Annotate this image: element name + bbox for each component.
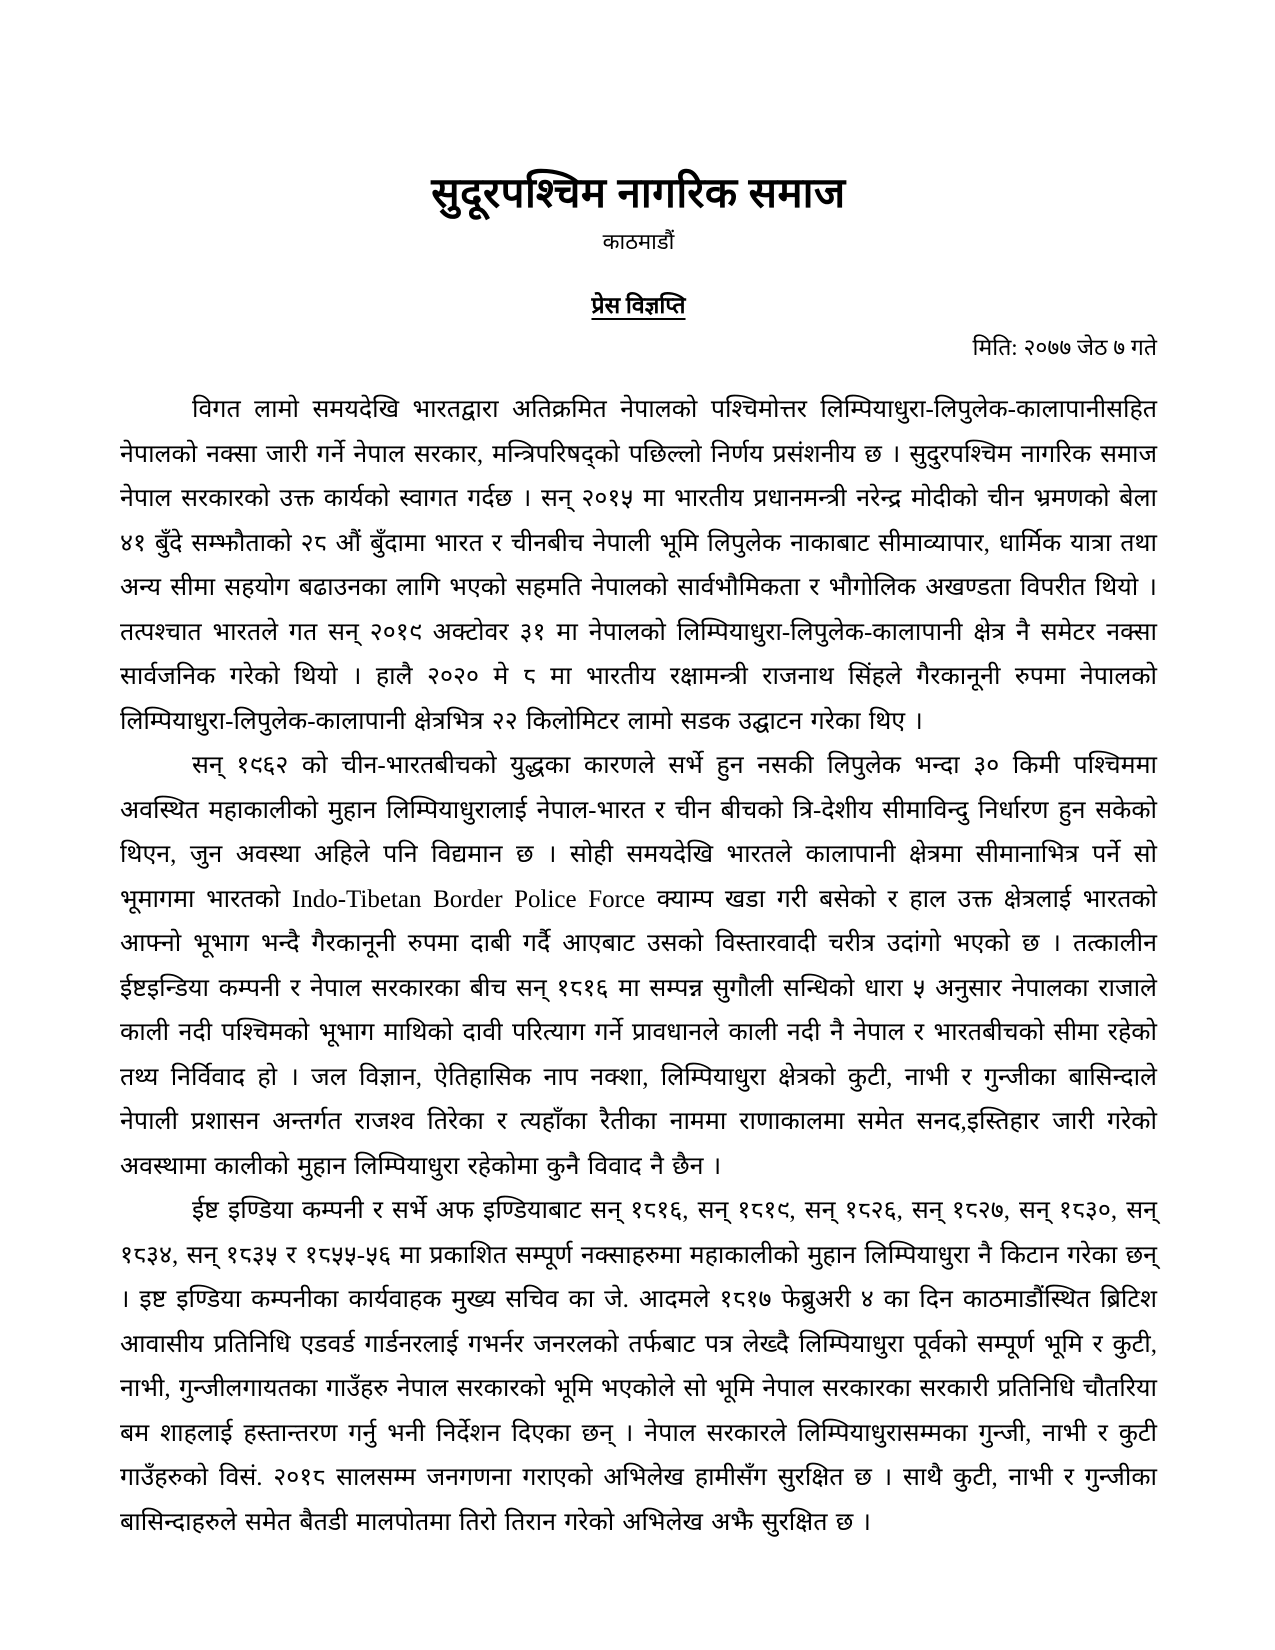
date-line: मिति: २०७७ जेठ ७ गते	[972, 335, 1157, 361]
document-subtitle: काठमाडौं	[602, 229, 675, 255]
paragraph-1: विगत लामो समयदेखि भारतद्वारा अतिक्रमित नेपालको पश्चिमोत्तर लिम्पियाधुरा-लिपुलेक-कालापानीसहित नेपालको नक्सा जारी गर्ने नेपाल सरकार, मन्त्रिपरिषद्को पछिल्लो निर्णय प्रसंशनीय छ । सुदुरपश्चिम नागरिक समाज नेपाल सरकारको उक्त कार्यको स्वागत गर्दछ । सन् २०१५ मा भारतीय प्रधानमन्त्री नरेन्द्र मोदीको चीन भ्रमणको बेला ४१ बुँदे सम्झौताको २८ औं बुँदामा भारत र चीनबीच नेपाली भूमि लिपुलेक नाकाबाट सीमाव्यापार, धार्मिक यात्रा तथा अन्य सीमा सहयोग बढाउनका लागि भएको सहमति नेपालको सार्वभौमिकता र भौगोलिक अखण्डता विपरीत थियो । तत्पश्चात भारतले गत सन् २०१९ अक्टोवर ३१ मा नेपालको लिम्पियाधुरा-लिपुलेक-कालापानी क्षेत्र नै समेटर नक्सा सार्वजनिक गरेको थियो । हालै २०२० मे ८ मा भारतीय रक्षामन्त्री राजनाथ सिंहले गैरकानूनी रुपमा नेपालको लिम्पियाधुरा-लिपुलेक-कालापानी क्षेत्रभित्र २२ किलोमिटर लामो सडक उद्घाटन गरेका थिए ।	[120, 396, 1157, 735]
press-release-heading-row	[120, 288, 1157, 320]
paragraph-3: ईष्ट इण्डिया कम्पनी र सर्भे अफ इण्डियाबाट सन् १८१६, सन् १८१९, सन् १८२६, सन् १८२७, सन् १८३०, सन् १८३४, सन् १८३५ र १८५५-५६ मा प्रकाशित सम्पूर्ण नक्साहरुमा महाकालीको मुहान लिम्पियाधुरा नै किटान गरेका छन् । इष्ट इण्डिया कम्पनीका कार्यवाहक मुख्य सचिव का जे. आदमले १८१७ फेब्रुअरी ४ का दिन काठमाडौंस्थित ब्रिटिश आवासीय प्रतिनिधि एडवर्ड गार्डनरलाई गभर्नर जनरलको तर्फबाट पत्र लेख्दै लिम्पियाधुरा पूर्वको सम्पूर्ण भूमि र कुटी, नाभी, गुन्जीलगायतका गाउँहरु नेपाल सरकारको भूमि भएकोले सो भूमि नेपाल सरकारका सरकारी प्रतिनिधि चौतरिया बम शाहलाई हस्तान्तरण गर्नु भनी निर्देशन दिएका छन् । नेपाल सरकारले लिम्पियाधुरासम्मका गुन्जी, नाभी र कुटी गाउँहरुको विसं. २०१८ सालसम्म जनगणना गराएको अभिलेख हामीसँग सुरक्षित छ । साथै कुटी, नाभी र गुन्जीका बासिन्दाहरुले समेत बैतडी मालपोतमा तिरो तिरान गरेको अभिलेख अझै सुरक्षित छ ।	[120, 1197, 1157, 1536]
document-body	[120, 388, 1157, 1545]
document-title: सुदूरपश्चिम नागरिक समाज	[431, 171, 846, 217]
press-release-heading: प्रेस विज्ञप्ति	[591, 293, 686, 319]
paragraph-2: सन् १९६२ को चीन-भारतबीचको युद्धका कारणले सर्भे हुन नसकी लिपुलेक भन्दा ३० किमी पश्चिममा अवस्थित महाकालीको मुहान लिम्पियाधुरालाई नेपाल-भारत र चीन बीचको त्रि-देशीय सीमाविन्दु निर्धारण हुन सकेको थिएन, जुन अवस्था अहिले पनि विद्यमान छ । सोही समयदेखि भारतले कालापानी क्षेत्रमा सीमानाभित्र पर्ने सो भूमागमा भारतको Indo-Tibetan Border Police Force क्याम्प खडा गरी बसेको र हाल उक्त क्षेत्रलाई भारतको आफ्नो भूभाग भन्दै गैरकानूनी रुपमा दाबी गर्दै आएबाट उसको विस्तारवादी चरीत्र उदांगो भएको छ । तत्कालीन ईष्टइन्डिया कम्पनी र नेपाल सरकारका बीच सन् १८१६ मा सम्पन्न सुगौली सन्धिको धारा ५ अनुसार नेपालका राजाले काली नदी पश्चिमको भूभाग माथिको दावी परित्याग गर्ने प्रावधानले काली नदी नै नेपाल र भारतबीचको सीमा रहेको तथ्य निर्विवाद हो । जल विज्ञान, ऐतिहासिक नाप नक्शा, लिम्पियाधुरा क्षेत्रको कुटी, नाभी र गुन्जीका बासिन्दाले नेपाली प्रशासन अन्तर्गत राजश्व तिरेका र त्यहाँका रैतीका नाममा राणाकालमा समेत सनद,इस्तिहार जारी गरेको अवस्थामा कालीको मुहान लिम्पियाधुरा रहेकोमा कुनै विवाद नै छैन ।	[120, 752, 1157, 1180]
